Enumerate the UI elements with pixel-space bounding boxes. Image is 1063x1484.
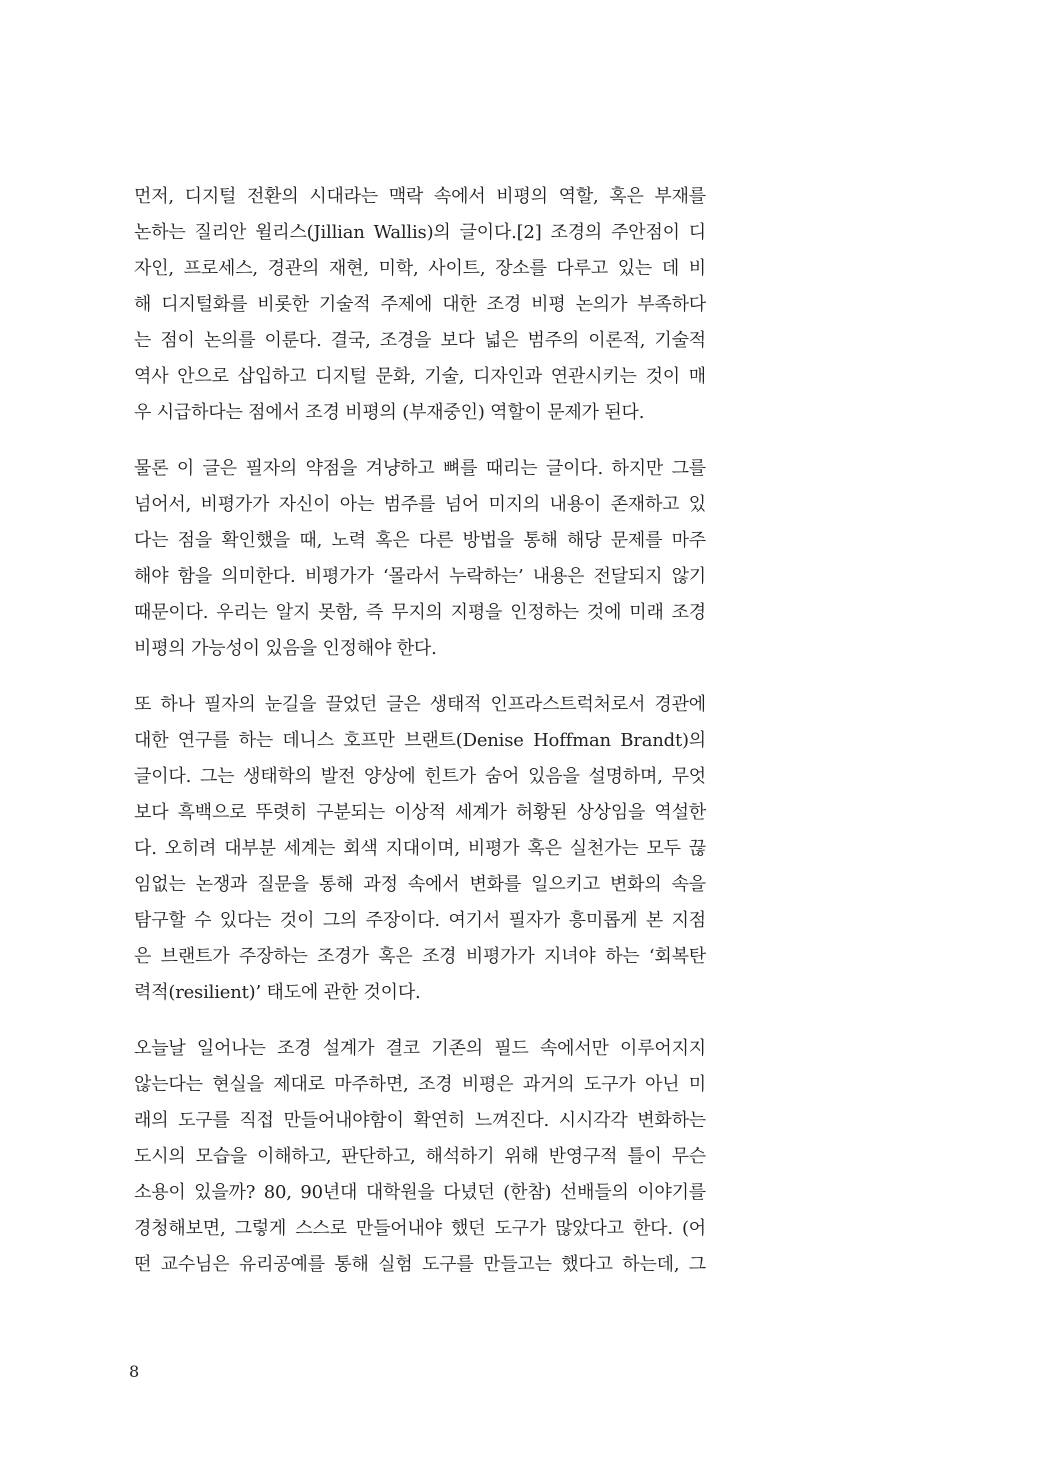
text-line: 때문이다. 우리는 알지 못함, 즉 무지의 지평을 인정하는 것에 미래 조경 [134, 602, 706, 623]
text-line: 다. 오히려 대부분 세계는 회색 지대이며, 비평가 혹은 실천가는 모두 끊 [134, 838, 706, 859]
text-line: 또 하나 필자의 눈길을 끌었던 글은 생태적 인프라스트럭처로서 경관에 [134, 694, 706, 715]
paragraph-3 [134, 687, 706, 1011]
text-line: 소용이 있을까? 80, 90년대 대학원을 다녔던 (한참) 선배들의 이야기를 [134, 1182, 706, 1203]
text-line: 논하는 질리안 윌리스(Jillian Wallis)의 글이다.[2] 조경의 주안점이 디 [134, 222, 706, 243]
text-line: 는 점이 논의를 이룬다. 결국, 조경을 보다 넓은 범주의 이론적, 기술적 [134, 330, 706, 351]
text-line: 탐구할 수 있다는 것이 그의 주장이다. 여기서 필자가 흥미롭게 본 지점 [134, 910, 706, 931]
text-line: 오늘날 일어나는 조경 설계가 결코 기존의 필드 속에서만 이루어지지 [134, 1038, 706, 1059]
text-line: 도시의 모습을 이해하고, 판단하고, 해석하기 위해 반영구적 틀이 무슨 [134, 1146, 706, 1167]
text-line: 않는다는 현실을 제대로 마주하면, 조경 비평은 과거의 도구가 아닌 미 [134, 1074, 706, 1095]
text-line: 떤 교수님은 유리공예를 통해 실험 도구를 만들고는 했다고 하는데, 그 [134, 1254, 706, 1275]
text-line: 대한 연구를 하는 데니스 호프만 브랜트(Denise Hoffman Brandt)의 [134, 730, 706, 751]
text-line: 력적(resilient)’ 태도에 관한 것이다. [134, 982, 421, 1003]
text-line: 은 브랜트가 주장하는 조경가 혹은 조경 비평가가 지녀야 하는 ‘회복탄 [134, 946, 706, 967]
text-line: 먼저, 디지털 전환의 시대라는 맥락 속에서 비평의 역할, 혹은 부재를 [134, 186, 706, 207]
text-line: 글이다. 그는 생태학의 발전 양상에 힌트가 숨어 있음을 설명하며, 무엇 [134, 766, 706, 787]
text-line: 해 디지털화를 비롯한 기술적 주제에 대한 조경 비평 논의가 부족하다 [134, 294, 706, 315]
paragraph-2 [134, 451, 706, 667]
page-number: 8 [129, 1362, 140, 1381]
text-line: 자인, 프로세스, 경관의 재현, 미학, 사이트, 장소를 다루고 있는 데 비 [134, 258, 706, 279]
text-line: 넘어서, 비평가가 자신이 아는 범주를 넘어 미지의 내용이 존재하고 있 [134, 494, 706, 515]
text-line: 경청해보면, 그렇게 스스로 만들어내야 했던 도구가 많았다고 한다. (어 [134, 1218, 706, 1239]
text-line: 비평의 가능성이 있음을 인정해야 한다. [134, 638, 437, 659]
paragraph-4 [134, 1031, 706, 1283]
text-line: 해야 함을 의미한다. 비평가가 ‘몰라서 누락하는’ 내용은 전달되지 않기 [134, 566, 706, 587]
text-line: 래의 도구를 직접 만들어내야함이 확연히 느껴진다. 시시각각 변화하는 [134, 1110, 706, 1131]
text-line: 다는 점을 확인했을 때, 노력 혹은 다른 방법을 통해 해당 문제를 마주 [134, 530, 706, 551]
text-line: 역사 안으로 삽입하고 디지털 문화, 기술, 디자인과 연관시키는 것이 매 [134, 366, 706, 387]
body-text [134, 179, 706, 1303]
paragraph-1 [134, 179, 706, 431]
text-line: 임없는 논쟁과 질문을 통해 과정 속에서 변화를 일으키고 변화의 속을 [134, 874, 706, 895]
text-line: 우 시급하다는 점에서 조경 비평의 (부재중인) 역할이 문제가 된다. [134, 402, 645, 423]
text-line: 물론 이 글은 필자의 약점을 겨냥하고 뼈를 때리는 글이다. 하지만 그를 [134, 458, 706, 479]
text-line: 보다 흑백으로 뚜렷히 구분되는 이상적 세계가 허황된 상상임을 역설한 [134, 802, 706, 823]
